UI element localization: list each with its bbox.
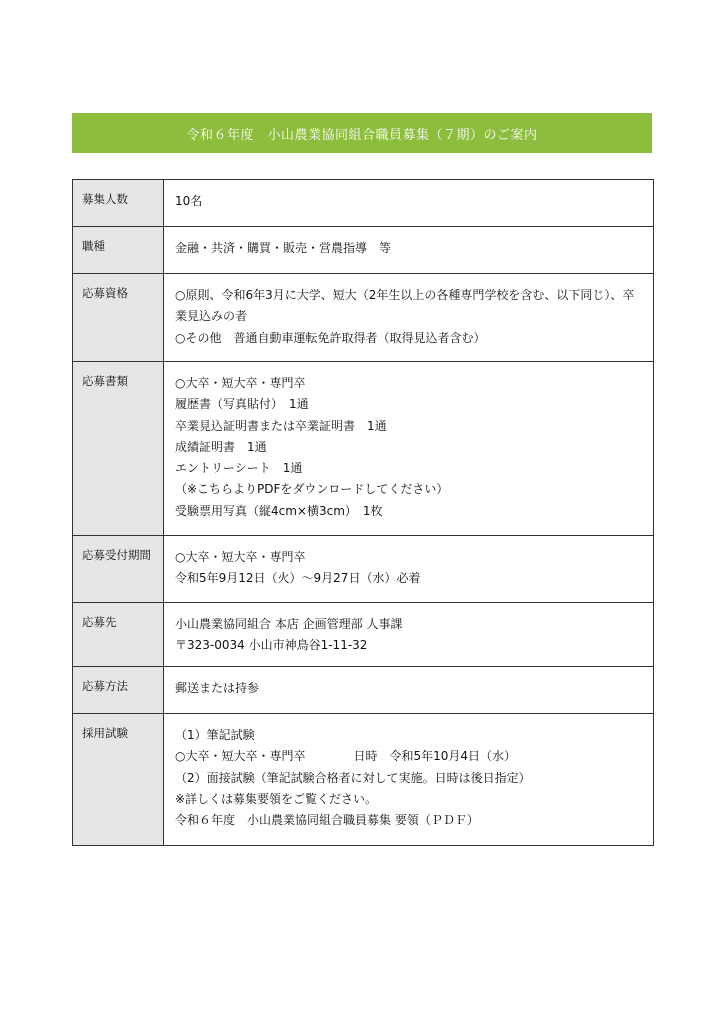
- guidelines-pdf-link[interactable]: 令和６年度 小山農業協同組合職員募集 要領（ＰＤＦ）: [175, 813, 479, 828]
- page-title-banner: [72, 113, 652, 153]
- value-line: 成績証明書 1通: [175, 439, 267, 454]
- value-line: 履歴書（写真貼付） 1通: [175, 397, 309, 412]
- row-application-period: [73, 536, 654, 603]
- value-send-to: [164, 603, 654, 667]
- value-line: ○その他 普通自動車運転免許取得者（取得見込者含む）: [175, 330, 486, 345]
- row-method: [73, 667, 654, 714]
- row-send-to: [73, 603, 654, 667]
- label-documents: 応募書類: [73, 362, 164, 536]
- value-job-type: [164, 227, 654, 274]
- value-line: 令和5年9月12日（火）～9月27日（水）必着: [175, 571, 421, 586]
- row-headcount: [73, 180, 654, 227]
- label-job-type: 職種: [73, 227, 164, 274]
- label-exam: 採用試験: [73, 714, 164, 846]
- value-application-period: [164, 536, 654, 603]
- value-line: 小山農業協同組合 本店 企画管理部 人事課: [175, 617, 403, 631]
- label-qualification: 応募資格: [73, 274, 164, 362]
- value-line: ※詳しくは募集要領をご覧ください。: [175, 791, 378, 806]
- row-documents: [73, 362, 654, 536]
- label-headcount: 募集人数: [73, 180, 164, 227]
- row-qualification: [73, 274, 654, 362]
- value-line: （1）筆記試験: [175, 728, 255, 742]
- value-line: 10名: [175, 194, 203, 208]
- value-line: ○大卒・短大卒・専門卒: [175, 550, 306, 564]
- recruitment-info-table: [72, 179, 654, 846]
- value-line: 卒業見込証明書または卒業証明書 1通: [175, 418, 387, 433]
- value-line: 〒323-0034 小山市神鳥谷1-11-32: [175, 638, 368, 653]
- value-line: 郵送または持参: [175, 681, 260, 695]
- value-qualification: [164, 274, 654, 362]
- page-title: 令和６年度 小山農業協同組合職員募集（７期）のご案内: [186, 127, 538, 143]
- value-line: エントリーシート 1通: [175, 461, 303, 476]
- label-method: 応募方法: [73, 667, 164, 714]
- row-exam: [73, 714, 654, 846]
- label-send-to: 応募先: [73, 603, 164, 667]
- value-line: ○大卒・短大卒・専門卒 日時 令和5年10月4日（水）: [175, 749, 517, 764]
- value-headcount: [164, 180, 654, 227]
- value-method: [164, 667, 654, 714]
- value-documents: [164, 362, 654, 536]
- value-line: 金融・共済・購買・販売・営農指導 等: [175, 241, 392, 255]
- value-line: 受験票用写真（縦4cm×横3cm） 1枚: [175, 503, 383, 518]
- label-application-period: 応募受付期間: [73, 536, 164, 603]
- value-line: ○原則、令和6年3月に大学、短大（2年生以上の各種専門学校を含む、以下同じ）、卒業見込みの者: [175, 288, 635, 324]
- entry-sheet-download-link[interactable]: （※こちらよりPDFをダウンロードしてください）: [175, 482, 449, 497]
- value-exam: [164, 714, 654, 846]
- value-line: （2）面接試験（筆記試験合格者に対して実施。日時は後日指定）: [175, 770, 531, 785]
- value-line: ○大卒・短大卒・専門卒: [175, 376, 306, 390]
- row-job-type: [73, 227, 654, 274]
